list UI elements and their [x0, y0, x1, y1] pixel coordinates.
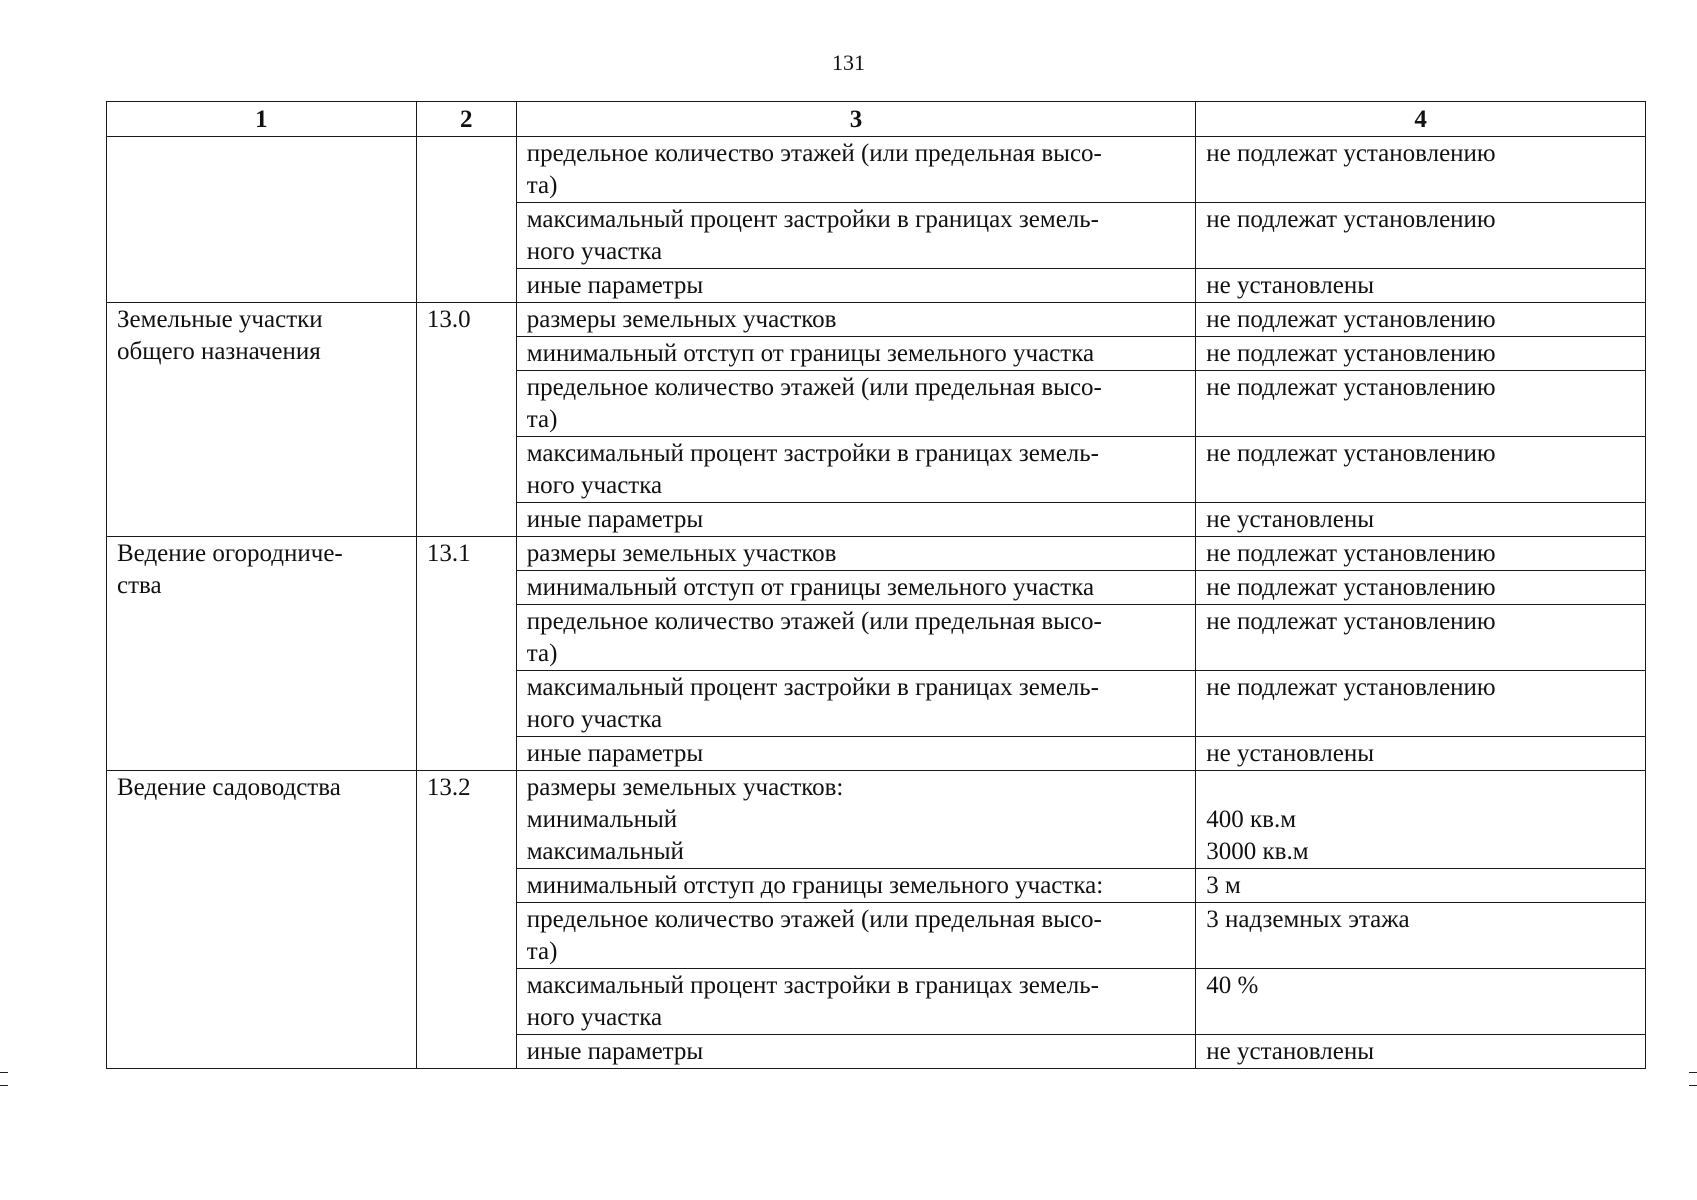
value-cell [1196, 337, 1646, 371]
value-text: не установлены [1206, 272, 1374, 299]
value-text: 40 % [1206, 972, 1259, 999]
land-use-code-cell [416, 303, 516, 537]
land-use-name: Земельные участки [117, 306, 323, 333]
parameter-text: размеры земельных участков [526, 540, 837, 567]
parameter-cell [516, 771, 1195, 869]
parameter-text: предельное количество этажей (или предельная высо- [526, 140, 1102, 167]
parameter-text: иные параметры [526, 1038, 704, 1065]
value-cell [1196, 671, 1646, 737]
value-cell [1196, 371, 1646, 437]
value-text: 3 м [1206, 872, 1241, 899]
value-text: 3000 кв.м [1206, 838, 1309, 865]
parameter-cell [516, 1035, 1195, 1069]
parameter-cell [516, 437, 1195, 503]
value-cell [1196, 503, 1646, 537]
value-text: 400 кв.м [1206, 806, 1297, 833]
value-cell [1196, 1035, 1646, 1069]
value-cell [1196, 903, 1646, 969]
parameter-text: та) [526, 938, 558, 965]
parameter-text: предельное количество этажей (или предельная высо- [526, 374, 1102, 401]
value-cell [1196, 137, 1646, 203]
value-cell [1196, 537, 1646, 571]
parameter-text: ного участка [526, 238, 663, 265]
parameter-text: иные параметры [526, 272, 704, 299]
table-row [107, 303, 1646, 337]
parameter-cell [516, 269, 1195, 303]
empty-code-cell [416, 137, 516, 303]
land-use-code: 13.1 [426, 540, 471, 567]
value-text: не подлежат установлению [1206, 540, 1496, 567]
parameter-text: размеры земельных участков: [526, 774, 844, 801]
value-text: не установлены [1206, 1038, 1374, 1065]
value-cell [1196, 269, 1646, 303]
parameter-cell [516, 571, 1195, 605]
table-header-row [107, 102, 1646, 137]
value-text: не подлежат установлению [1206, 306, 1496, 333]
land-use-code-cell [416, 771, 516, 1069]
parameter-text: минимальный отступ от границы земельного участка [526, 340, 1095, 367]
parameter-text: минимальный [526, 806, 678, 833]
value-text: не установлены [1206, 740, 1374, 767]
parameter-text: минимальный отступ от границы земельного участка [526, 574, 1095, 601]
value-cell [1196, 303, 1646, 337]
parameter-text: предельное количество этажей (или предельная высо- [526, 906, 1102, 933]
parameter-cell [516, 203, 1195, 269]
land-use-name-cell [107, 771, 417, 1069]
parameter-text: минимальный отступ до границы земельного участка: [526, 872, 1104, 899]
land-use-code-cell [416, 537, 516, 771]
value-text: 3 надземных этажа [1206, 906, 1410, 933]
parameter-text: максимальный процент застройки в границах земель- [526, 440, 1100, 467]
value-cell [1196, 203, 1646, 269]
value-cell [1196, 437, 1646, 503]
parameter-text: максимальный [526, 838, 684, 865]
parameter-cell [516, 137, 1195, 203]
page-number [0, 50, 1697, 76]
parameter-text: ного участка [526, 706, 663, 733]
parameter-text: ного участка [526, 472, 663, 499]
land-use-code: 13.2 [426, 774, 471, 801]
value-cell [1196, 969, 1646, 1035]
parameter-text: максимальный процент застройки в границах земель- [526, 674, 1100, 701]
parameter-text: та) [526, 406, 558, 433]
land-use-name: ства [117, 572, 162, 599]
value-cell [1196, 771, 1646, 869]
parameter-text: предельное количество этажей (или предельная высо- [526, 608, 1102, 635]
value-text: не подлежат установлению [1206, 340, 1496, 367]
header-col-1: 1 [107, 102, 417, 137]
parameter-cell [516, 671, 1195, 737]
parameter-cell [516, 371, 1195, 437]
parameter-text: та) [526, 640, 558, 667]
parameter-text: максимальный процент застройки в границах земель- [526, 972, 1100, 999]
parameter-cell [516, 605, 1195, 671]
table-row [107, 137, 1646, 203]
parameter-cell [516, 903, 1195, 969]
parameters-table [106, 101, 1646, 1069]
value-text: не подлежат установлению [1206, 674, 1496, 701]
value-text: не подлежат установлению [1206, 440, 1496, 467]
parameter-text: та) [526, 172, 558, 199]
value-text: не установлены [1206, 506, 1374, 533]
value-cell [1196, 571, 1646, 605]
value-text: не подлежат установлению [1206, 206, 1496, 233]
left-edge-mark [0, 1072, 8, 1086]
parameter-cell [516, 737, 1195, 771]
empty-name-cell [107, 137, 417, 303]
land-use-code: 13.0 [426, 306, 471, 333]
value-text: не подлежат установлению [1206, 574, 1496, 601]
right-edge-mark [1689, 1072, 1697, 1086]
value-cell [1196, 605, 1646, 671]
land-use-name: общего назначения [117, 338, 321, 365]
parameter-cell [516, 337, 1195, 371]
header-col-4: 4 [1196, 102, 1646, 137]
value-text: не подлежат установлению [1206, 140, 1496, 167]
land-use-name-cell [107, 537, 417, 771]
parameter-cell [516, 869, 1195, 903]
page-number-text: 131 [832, 50, 865, 75]
parameter-text: иные параметры [526, 740, 704, 767]
header-col-3: 3 [516, 102, 1195, 137]
parameter-cell [516, 969, 1195, 1035]
parameter-text: ного участка [526, 1004, 663, 1031]
parameter-cell [516, 503, 1195, 537]
table-body [107, 137, 1646, 1069]
value-cell [1196, 737, 1646, 771]
value-text: не подлежат установлению [1206, 608, 1496, 635]
parameter-text: максимальный процент застройки в границах земель- [526, 206, 1100, 233]
land-use-name-cell [107, 303, 417, 537]
land-use-name: Ведение огородниче- [117, 540, 343, 567]
parameter-cell [516, 537, 1195, 571]
value-spacer [1206, 772, 1635, 804]
table-row [107, 771, 1646, 869]
header-col-2: 2 [416, 102, 516, 137]
parameter-cell [516, 303, 1195, 337]
value-text: не подлежат установлению [1206, 374, 1496, 401]
parameter-text: иные параметры [526, 506, 704, 533]
table-row [107, 537, 1646, 571]
value-cell [1196, 869, 1646, 903]
parameter-text: размеры земельных участков [526, 306, 837, 333]
land-use-name: Ведение садоводства [117, 774, 341, 801]
